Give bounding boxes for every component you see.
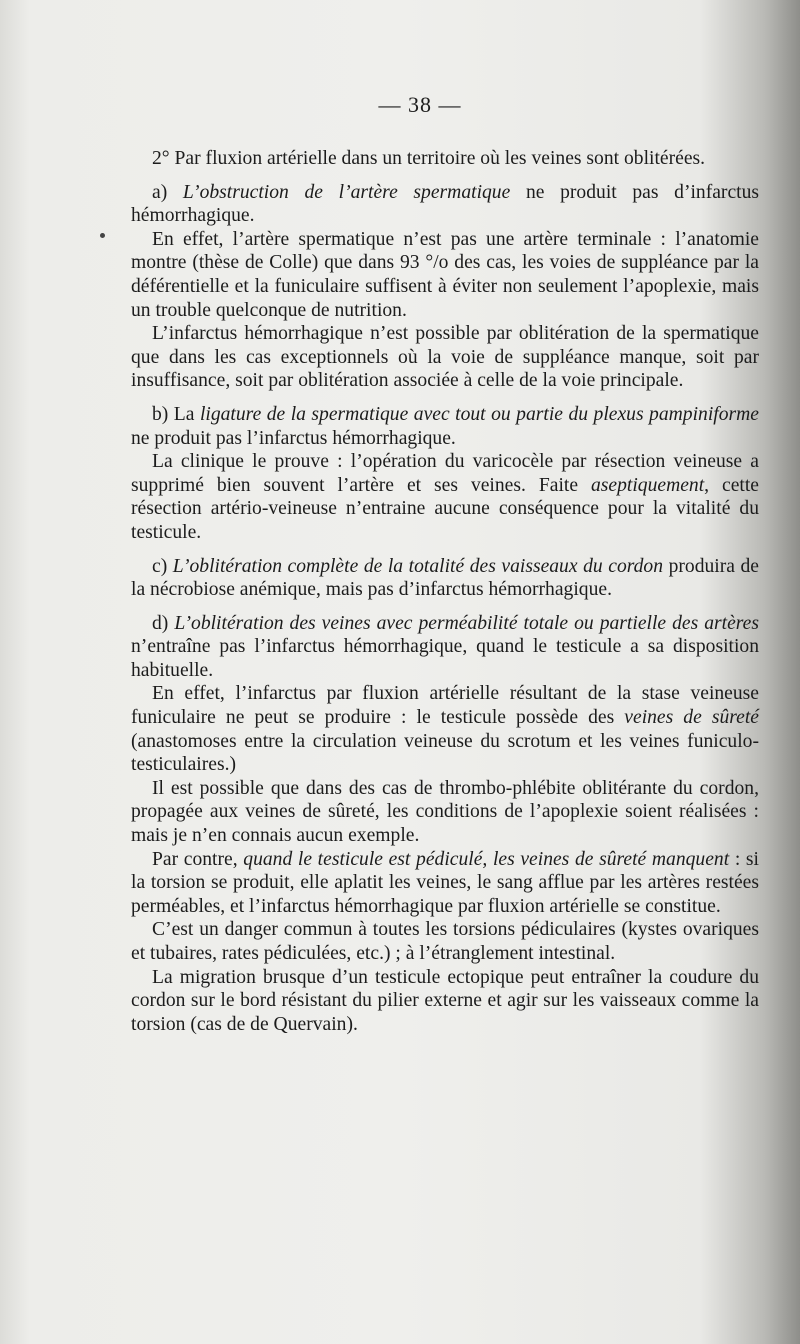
italic-run: L’oblitération des veines avec perméabilité totale ou partielle des artères: [174, 612, 759, 634]
text-run: La migration brusque d’un testicule ectopique peut entraîner la coudure du cordon sur le bord résistant du pilier externe et agir sur les vaisseaux comme la torsion (cas de de Quervain).: [131, 966, 759, 1035]
body-text: [131, 147, 759, 1036]
text-run: C’est un danger commun à toutes les torsions pédiculaires (kystes ovariques et tubaires, rates pédiculées, etc.) ; à l’étranglement intestinal.: [131, 919, 759, 964]
page-number: — 38 —: [378, 92, 462, 117]
text-run: n’entraîne pas l’infarctus hémorrhagique, quand le testicule a sa disposition habituelle.: [131, 636, 759, 681]
paragraph-p3: [131, 228, 759, 322]
text-run: : si la torsion se produit, elle aplatit les veines, le sang afflue par les artères restées perméables, et l’infarctus hémorrhagique par fluxion artérielle se constitue.: [131, 848, 759, 917]
text-run: ne produit pas d’infarctus hémorrhagique.: [131, 181, 760, 227]
paragraph-p9: [131, 682, 759, 776]
paragraph-p12: [131, 918, 759, 965]
text-run: b) La: [152, 403, 200, 425]
text-run: c): [152, 555, 173, 577]
paragraph-p6: [131, 450, 759, 544]
italic-run: L’obstruction de l’artère spermatique: [182, 181, 511, 203]
paragraph-p10: [131, 777, 759, 848]
text-run: ne produit pas l’infarctus hémorrhagique.: [131, 427, 456, 449]
text-run: En effet, l’artère spermatique n’est pas une artère terminale : l’anatomie montre (thèse de Colle) que dans 93 °/o des cas, les voies de suppléance par la déférentielle et la funiculaire suffisent à éviter non seulement l’apoplexie, mais un trouble quelconque de nutrition.: [131, 228, 759, 321]
paragraph-p7: [131, 555, 759, 602]
paragraph-p11: [131, 848, 759, 919]
text-run: L’infarctus hémorrhagique n’est possible par oblitération de la spermatique que dans les cas exceptionnels où la voie de suppléance manque, soit par insuffisance, soit par oblitération associée à celle de la voie principale.: [131, 323, 759, 392]
text-run: , cette résection artério-veineuse n’entraine aucune conséquence pour la vitalité du testicule.: [131, 474, 759, 543]
italic-run: quand le testicule est pédiculé, les veines de sûreté manquent: [243, 848, 730, 870]
paragraph-p2: [131, 181, 759, 228]
text-run: produira de la nécrobiose anémique, mais pas d’infarctus hémorrhagique.: [131, 555, 760, 601]
text-run: (anastomoses entre la circulation veineuse du scrotum et les veines funiculo-testiculaires.): [131, 730, 759, 776]
text-run: a): [152, 181, 183, 203]
text-run: Par contre,: [152, 848, 244, 870]
italic-run: aseptiquement: [590, 474, 705, 496]
paragraph-p4: [131, 322, 759, 393]
italic-run: L’oblitération complète de la totalité des vaisseaux du cordon: [172, 555, 664, 577]
text-run: Il est possible que dans des cas de thrombo-phlébite oblitérante du cordon, propagée aux veines de sûreté, les conditions de l’apoplexie soient réalisées : mais je n’en connais aucun exemple.: [131, 777, 759, 847]
paragraph-p13: [131, 966, 759, 1037]
text-run: 2° Par fluxion artérielle dans un territoire où les veines sont oblitérées.: [152, 148, 706, 169]
italic-run: ligature de la spermatique avec tout ou partie du plexus pampiniforme: [199, 403, 759, 425]
italic-run: veines de sûreté: [624, 707, 759, 729]
text-run: La clinique le prouve : l’opération du varicocèle par résection veineuse a supprimé bien souvent l’artère et ses veines. Faite: [131, 451, 759, 496]
paragraph-p1: [131, 147, 759, 171]
paragraph-p5: [131, 403, 759, 450]
text-run: En effet, l’infarctus par fluxion artérielle résultant de la stase veineuse funiculaire ne peut se produire : le testicule possède des: [131, 683, 759, 729]
paragraph-p8: [131, 612, 759, 683]
ink-speck: [100, 233, 105, 238]
text-run: d): [152, 612, 175, 634]
